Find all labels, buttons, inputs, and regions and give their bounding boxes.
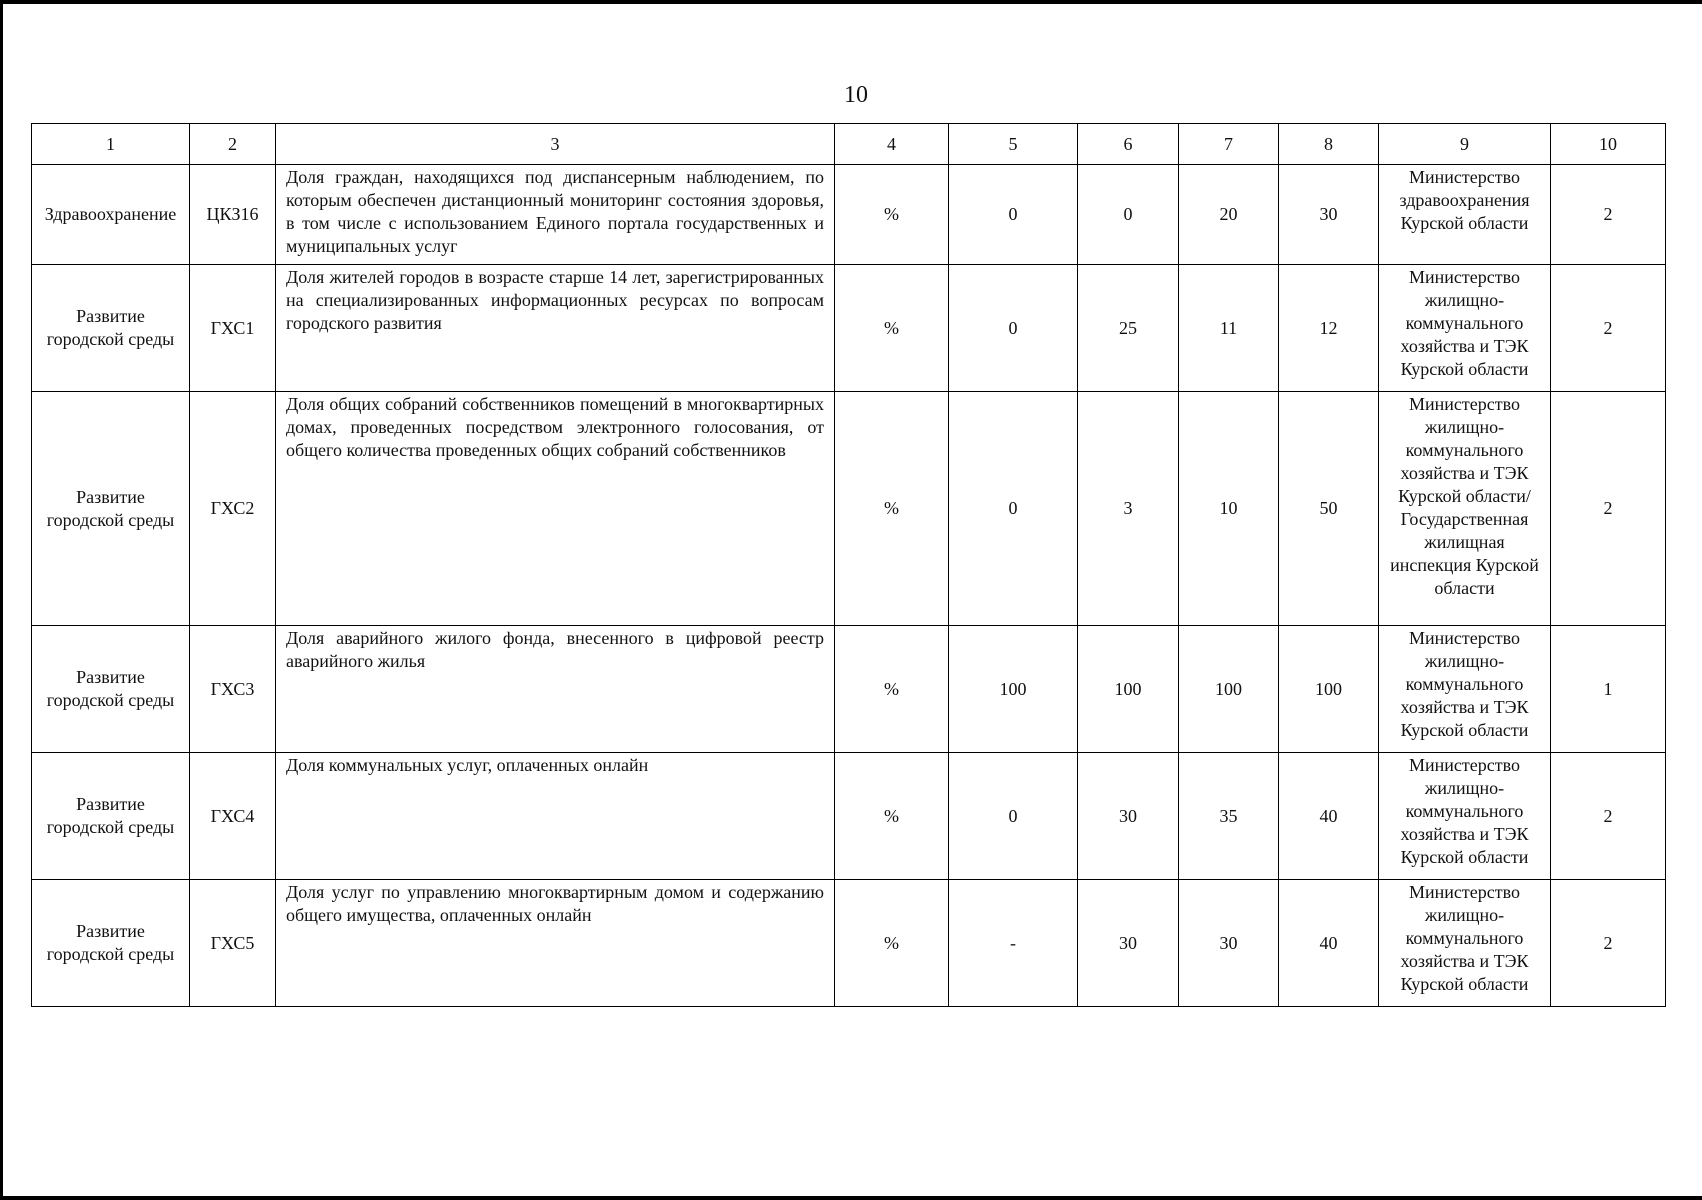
value-col6-cell: 0: [1078, 165, 1179, 265]
code-cell: ЦКЗ16: [190, 165, 276, 265]
value-col5-cell: -: [949, 880, 1078, 1007]
unit-cell: %: [835, 880, 949, 1007]
code-cell: ГХС5: [190, 880, 276, 1007]
value-col7-cell: 11: [1179, 265, 1279, 392]
value-col7-cell: 10: [1179, 392, 1279, 626]
value-col10-cell: 1: [1551, 626, 1666, 753]
table-row: [32, 880, 1666, 1007]
value-col5-cell: 0: [949, 392, 1078, 626]
responsible-org-cell: Министерство жилищно-коммунального хозяйства и ТЭК Курской области: [1379, 880, 1551, 1007]
value-col7-cell: 35: [1179, 753, 1279, 880]
table-row: [32, 626, 1666, 753]
area-cell: Развитие городской среды: [32, 753, 190, 880]
column-header-10: 10: [1551, 124, 1666, 165]
value-col8-cell: 50: [1279, 392, 1379, 626]
area-cell: Развитие городской среды: [32, 265, 190, 392]
column-header-9: 9: [1379, 124, 1551, 165]
responsible-org-cell: Министерство жилищно-коммунального хозяйства и ТЭК Курской области: [1379, 626, 1551, 753]
table-row: [32, 753, 1666, 880]
description-cell: Доля общих собраний собственников помещений в многоквартирных домах, проведенных посредством электронного голосования, от общего количества проведенных общих собраний собственников: [276, 392, 835, 626]
unit-cell: %: [835, 753, 949, 880]
value-col5-cell: 100: [949, 626, 1078, 753]
page-number: 10: [844, 82, 868, 108]
table-row: [32, 392, 1666, 626]
value-col6-cell: 100: [1078, 626, 1179, 753]
area-cell: Здравоохранение: [32, 165, 190, 265]
value-col5-cell: 0: [949, 265, 1078, 392]
column-header-6: 6: [1078, 124, 1179, 165]
table-row: [32, 265, 1666, 392]
table-header-row: [32, 124, 1666, 165]
responsible-org-cell: Министерство жилищно-коммунального хозяйства и ТЭК Курской области: [1379, 753, 1551, 880]
column-header-1: 1: [32, 124, 190, 165]
column-header-4: 4: [835, 124, 949, 165]
responsible-org-cell: Министерство здравоохранения Курской области: [1379, 165, 1551, 265]
area-cell: Развитие городской среды: [32, 626, 190, 753]
description-cell: Доля коммунальных услуг, оплаченных онлайн: [276, 753, 835, 880]
column-header-7: 7: [1179, 124, 1279, 165]
area-cell: Развитие городской среды: [32, 392, 190, 626]
column-header-3: 3: [276, 124, 835, 165]
value-col8-cell: 30: [1279, 165, 1379, 265]
value-col10-cell: 2: [1551, 880, 1666, 1007]
description-cell: Доля жителей городов в возрасте старше 14 лет, зарегистрированных на специализированных информационных ресурсах по вопросам городского развития: [276, 265, 835, 392]
area-cell: Развитие городской среды: [32, 880, 190, 1007]
value-col6-cell: 25: [1078, 265, 1179, 392]
description-cell: Доля услуг по управлению многоквартирным домом и содержанию общего имущества, оплаченных онлайн: [276, 880, 835, 1007]
column-header-8: 8: [1279, 124, 1379, 165]
responsible-org-cell: Министерство жилищно-коммунального хозяйства и ТЭК Курской области/Государственная жилищная инспекция Курской области: [1379, 392, 1551, 626]
value-col10-cell: 2: [1551, 392, 1666, 626]
indicators-table: [31, 123, 1666, 1007]
value-col10-cell: 2: [1551, 265, 1666, 392]
unit-cell: %: [835, 626, 949, 753]
value-col6-cell: 3: [1078, 392, 1179, 626]
description-cell: Доля граждан, находящихся под диспансерным наблюдением, по которым обеспечен дистанционный мониторинг состояния здоровья, в том числе с использованием Единого портала государственных и муниципальных услуг: [276, 165, 835, 265]
value-col7-cell: 100: [1179, 626, 1279, 753]
scan-border-top: [0, 0, 1702, 4]
responsible-org-cell: Министерство жилищно-коммунального хозяйства и ТЭК Курской области: [1379, 265, 1551, 392]
value-col8-cell: 100: [1279, 626, 1379, 753]
value-col6-cell: 30: [1078, 880, 1179, 1007]
value-col7-cell: 20: [1179, 165, 1279, 265]
value-col5-cell: 0: [949, 753, 1078, 880]
value-col5-cell: 0: [949, 165, 1078, 265]
value-col10-cell: 2: [1551, 165, 1666, 265]
code-cell: ГХС3: [190, 626, 276, 753]
scan-border-left: [0, 0, 3, 1200]
unit-cell: %: [835, 392, 949, 626]
code-cell: ГХС2: [190, 392, 276, 626]
column-header-2: 2: [190, 124, 276, 165]
value-col6-cell: 30: [1078, 753, 1179, 880]
value-col8-cell: 12: [1279, 265, 1379, 392]
table-row: [32, 165, 1666, 265]
code-cell: ГХС1: [190, 265, 276, 392]
value-col10-cell: 2: [1551, 753, 1666, 880]
column-header-5: 5: [949, 124, 1078, 165]
unit-cell: %: [835, 165, 949, 265]
scan-border-bottom: [0, 1196, 1702, 1200]
value-col8-cell: 40: [1279, 753, 1379, 880]
value-col8-cell: 40: [1279, 880, 1379, 1007]
unit-cell: %: [835, 265, 949, 392]
code-cell: ГХС4: [190, 753, 276, 880]
value-col7-cell: 30: [1179, 880, 1279, 1007]
description-cell: Доля аварийного жилого фонда, внесенного в цифровой реестр аварийного жилья: [276, 626, 835, 753]
